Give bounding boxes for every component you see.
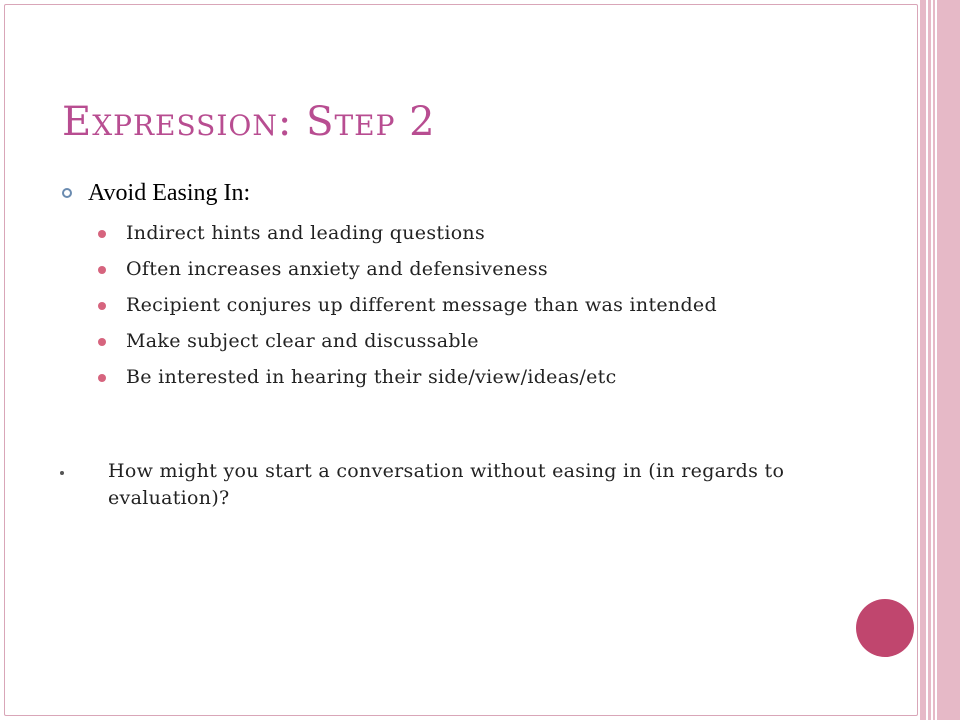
accent-circle [856, 599, 914, 657]
stripe [937, 0, 960, 720]
list-item-text: Indirect hints and leading questions [126, 222, 486, 244]
main-point [62, 176, 822, 210]
decorative-stripes [918, 0, 960, 720]
bullet-icon [98, 266, 106, 274]
discussion-question [60, 458, 820, 512]
list-item [98, 220, 822, 247]
list-item [98, 256, 822, 283]
bullet-icon [98, 302, 106, 310]
stripe [928, 0, 931, 720]
slide-title: Expression: Step 2 [62, 99, 436, 145]
bullet-icon [98, 230, 106, 238]
list-item-text: Recipient conjures up different message than was intended [126, 294, 717, 316]
main-point-label: Avoid Easing In: [88, 180, 251, 206]
bullet-icon [98, 374, 106, 382]
list-item-text: Be interested in hearing their side/view/ideas/etc [126, 366, 617, 388]
list-item-text: Often increases anxiety and defensiveness [126, 258, 548, 280]
list-item [98, 364, 822, 391]
bullet-icon [60, 471, 64, 475]
ring-bullet-icon [62, 188, 72, 198]
stripe [933, 0, 935, 720]
sub-point-list [62, 220, 822, 391]
list-item-text: Make subject clear and discussable [126, 330, 479, 352]
bullet-icon [98, 338, 106, 346]
stripe [920, 0, 926, 720]
slide-body [62, 176, 822, 400]
discussion-question-text: How might you start a conversation without easing in (in regards to evaluation)? [108, 460, 785, 509]
list-item [98, 328, 822, 355]
list-item [98, 292, 822, 319]
